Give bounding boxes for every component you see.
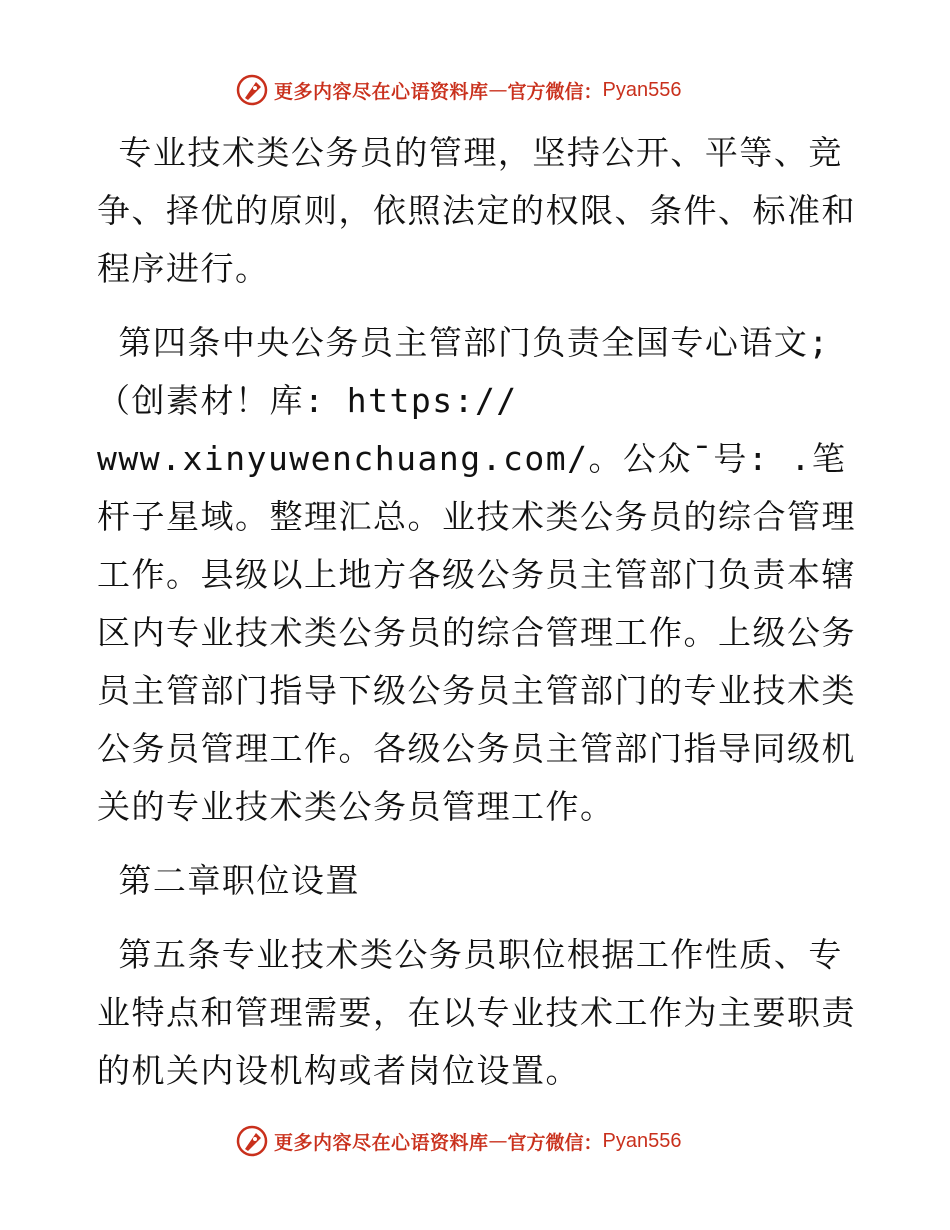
paragraph-article-4: 第四条中央公务员主管部门负责全国专心语文; （创素材！库: https:// www.xinyuwenchuang.com/。公众¯号: .笔杆子星域。整理汇总。业技术类公务员的综合管理工作。县级以上地方各级公务员主管部门负责本辖区内专业技术类公务员的综合管理工作。上级公务员主管部门指导下级公务员主管部门的专业技术类公务员管理工作。各级公务员主管部门指导同级机关的专业技术类公务员管理工作。 — [97, 323, 856, 826]
watermark-dash: — — [488, 1130, 508, 1152]
watermark-wechat-label: 官方微信： — [507, 80, 603, 103]
chapter-heading: 第二章职位设置 — [97, 861, 360, 900]
document-body — [97, 124, 857, 1100]
watermark-wechat-label: 官方微信： — [507, 1131, 603, 1154]
watermark-wechat-id: Pyan556 — [602, 1129, 682, 1152]
watermark-dash: — — [488, 79, 508, 101]
pen-nib-logo-icon — [236, 1125, 268, 1157]
pen-nib-logo-icon — [236, 74, 268, 106]
watermark-text: 更多内容尽在心语资料库 — [274, 80, 489, 103]
paragraph-article-5: 第五条专业技术类公务员职位根据工作性质、专业特点和管理需要，在以专业技术工作为主要职责的机关内设机构或者岗位设置。 — [97, 935, 856, 1090]
paragraph-management-principles: 专业技术类公务员的管理，坚持公开、平等、竞争、择优的原则，依照法定的权限、条件、标准和程序进行。 — [97, 133, 856, 288]
footer-watermark — [236, 1124, 682, 1158]
watermark-wechat-id: Pyan556 — [602, 78, 682, 101]
watermark-text: 更多内容尽在心语资料库 — [274, 1131, 489, 1154]
header-watermark — [236, 73, 682, 107]
